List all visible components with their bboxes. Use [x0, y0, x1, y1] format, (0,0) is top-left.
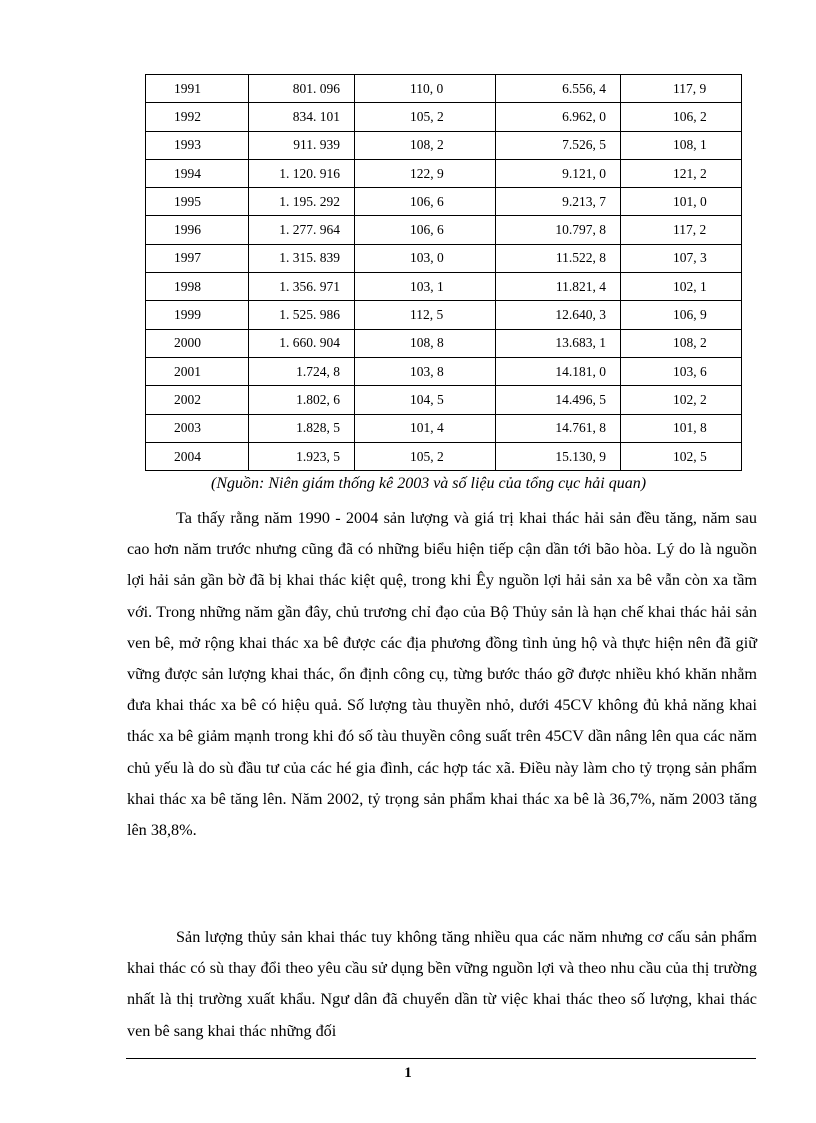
- output-index-cell: 106, 6: [355, 188, 496, 216]
- table-row: [146, 357, 742, 385]
- year-cell: 1999: [146, 301, 249, 329]
- table-row: [146, 216, 742, 244]
- value-index-cell: 108, 1: [621, 131, 742, 159]
- output-index-cell: 112, 5: [355, 301, 496, 329]
- output-index-cell: 101, 4: [355, 414, 496, 442]
- output-index-cell: 103, 0: [355, 244, 496, 272]
- output-index-cell: 105, 2: [355, 103, 496, 131]
- year-cell: 1996: [146, 216, 249, 244]
- table-row: [146, 414, 742, 442]
- output-index-cell: 106, 6: [355, 216, 496, 244]
- output-cell: 1. 277. 964: [249, 216, 355, 244]
- value-index-cell: 107, 3: [621, 244, 742, 272]
- output-index-cell: 110, 0: [355, 75, 496, 103]
- source-note: (Nguồn: Niên giám thống kê 2003 và số liệu của tổng cục hải quan): [211, 475, 647, 492]
- year-cell: 1993: [146, 131, 249, 159]
- value-cell: 14.761, 8: [496, 414, 621, 442]
- value-cell: 11.821, 4: [496, 273, 621, 301]
- year-cell: 1998: [146, 273, 249, 301]
- value-cell: 7.526, 5: [496, 131, 621, 159]
- production-table: [145, 74, 742, 471]
- table-row: [146, 103, 742, 131]
- year-cell: 2002: [146, 386, 249, 414]
- year-cell: 1992: [146, 103, 249, 131]
- output-index-cell: 108, 2: [355, 131, 496, 159]
- value-index-cell: 106, 9: [621, 301, 742, 329]
- year-cell: 1994: [146, 159, 249, 187]
- value-cell: 10.797, 8: [496, 216, 621, 244]
- value-cell: 6.962, 0: [496, 103, 621, 131]
- table-body: [146, 75, 742, 471]
- value-cell: 14.496, 5: [496, 386, 621, 414]
- year-cell: 1991: [146, 75, 249, 103]
- table-row: [146, 442, 742, 470]
- output-cell: 1.802, 6: [249, 386, 355, 414]
- output-cell: 1. 195. 292: [249, 188, 355, 216]
- output-cell: 801. 096: [249, 75, 355, 103]
- output-cell: 1.923, 5: [249, 442, 355, 470]
- output-index-cell: 103, 8: [355, 357, 496, 385]
- page-number: 1: [404, 1065, 412, 1081]
- value-index-cell: 108, 2: [621, 329, 742, 357]
- output-cell: 1. 525. 986: [249, 301, 355, 329]
- value-index-cell: 106, 2: [621, 103, 742, 131]
- year-cell: 2001: [146, 357, 249, 385]
- table-row: [146, 329, 742, 357]
- value-cell: 14.181, 0: [496, 357, 621, 385]
- table-row: [146, 301, 742, 329]
- output-cell: 1. 356. 971: [249, 273, 355, 301]
- year-cell: 2000: [146, 329, 249, 357]
- year-cell: 1997: [146, 244, 249, 272]
- value-index-cell: 121, 2: [621, 159, 742, 187]
- value-index-cell: 102, 5: [621, 442, 742, 470]
- output-index-cell: 104, 5: [355, 386, 496, 414]
- value-index-cell: 117, 2: [621, 216, 742, 244]
- body-paragraph-1: Ta thấy rằng năm 1990 - 2004 sản lượng và giá trị khai thác hải sản đều tăng, năm sau cao hơn năm trước nhưng cũng đã có những biểu hiện tiếp cận dần tới bão hòa. Lý do là nguồn lợi hải sản gần bờ đã bị khai thác kiệt quệ, trong khi Êy nguồn lợi hải sản xa bê vẫn còn xa tầm với. Trong những năm gần đây, chủ trương chỉ đạo của Bộ Thủy sản là hạn chế khai thác hải sản ven bê, mở rộng khai thác xa bê được các địa phương đồng tình ủng hộ và thực hiện nên đã giữ vững được sản lượng khai thác, ổn định công cụ, từng bước tháo gỡ được nhiều khó khăn nhằm đưa khai thác xa bê có hiệu quả. Số lượng tàu thuyền nhỏ, dưới 45CV không đủ khả năng khai thác xa bê giảm mạnh trong khi đó số tàu thuyền công suất trên 45CV dần nâng lên qua các năm chủ yếu là do sù đầu tư của các hé gia đình, các hợp tác xã. Điều này làm cho tỷ trọng sản phẩm khai thác xa bê tăng lên. Năm 2002, tỷ trọng sản phẩm khai thác xa bê là 36,7%, năm 2003 tăng lên 38,8%.: [127, 509, 757, 840]
- value-index-cell: 103, 6: [621, 357, 742, 385]
- table-row: [146, 386, 742, 414]
- value-cell: 12.640, 3: [496, 301, 621, 329]
- year-cell: 1995: [146, 188, 249, 216]
- value-index-cell: 102, 1: [621, 273, 742, 301]
- output-index-cell: 103, 1: [355, 273, 496, 301]
- output-cell: 1.724, 8: [249, 357, 355, 385]
- value-index-cell: 102, 2: [621, 386, 742, 414]
- output-cell: 1. 120. 916: [249, 159, 355, 187]
- value-cell: 6.556, 4: [496, 75, 621, 103]
- table-row: [146, 273, 742, 301]
- output-index-cell: 122, 9: [355, 159, 496, 187]
- table-row: [146, 188, 742, 216]
- value-index-cell: 101, 0: [621, 188, 742, 216]
- output-cell: 834. 101: [249, 103, 355, 131]
- value-index-cell: 117, 9: [621, 75, 742, 103]
- output-index-cell: 108, 8: [355, 329, 496, 357]
- value-cell: 11.522, 8: [496, 244, 621, 272]
- output-cell: 1.828, 5: [249, 414, 355, 442]
- year-cell: 2004: [146, 442, 249, 470]
- value-cell: 9.213, 7: [496, 188, 621, 216]
- footer-divider: [126, 1058, 756, 1059]
- table-row: [146, 159, 742, 187]
- output-cell: 1. 660. 904: [249, 329, 355, 357]
- table-row: [146, 75, 742, 103]
- table-row: [146, 131, 742, 159]
- output-index-cell: 105, 2: [355, 442, 496, 470]
- body-paragraph-2: Sản lượng thủy sản khai thác tuy không tăng nhiều qua các năm nhưng cơ cấu sản phẩm khai thác có sù thay đổi theo yêu cầu sử dụng bền vững nguồn lợi và theo nhu cầu của thị trường nhất là thị trường xuất khẩu. Ngư dân đã chuyển dần từ việc khai thác theo số lượng, khai thác ven bê sang khai thác những đối: [127, 928, 757, 1040]
- value-cell: 13.683, 1: [496, 329, 621, 357]
- value-cell: 9.121, 0: [496, 159, 621, 187]
- output-cell: 911. 939: [249, 131, 355, 159]
- table-row: [146, 244, 742, 272]
- value-cell: 15.130, 9: [496, 442, 621, 470]
- year-cell: 2003: [146, 414, 249, 442]
- value-index-cell: 101, 8: [621, 414, 742, 442]
- output-cell: 1. 315. 839: [249, 244, 355, 272]
